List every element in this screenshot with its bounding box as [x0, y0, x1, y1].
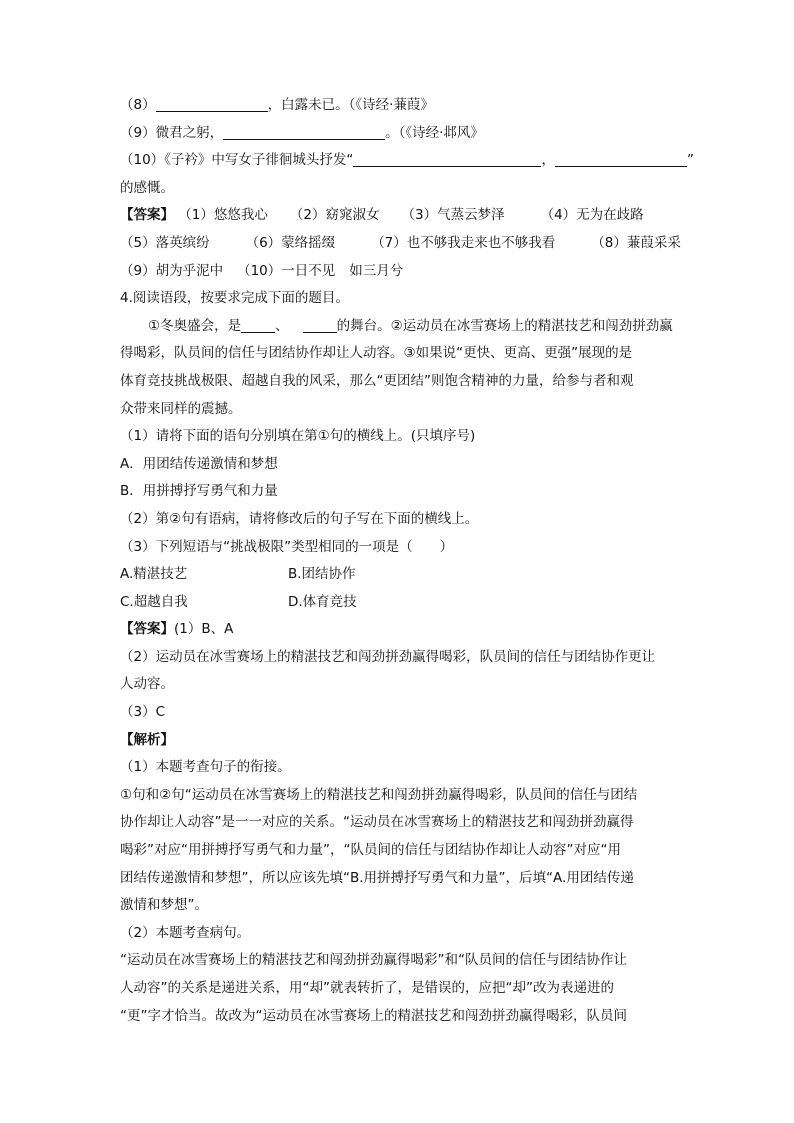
question-text: ” [686, 152, 694, 169]
answer-blank [353, 151, 541, 167]
answer-item: （9）胡为乎泥中 [120, 262, 224, 279]
choices-row-1 [120, 561, 680, 589]
answer-item: （4）无为在歧路 [540, 207, 644, 224]
answer-text: (1）B、A [174, 621, 234, 638]
choice-d: D.体育竞技 [288, 593, 357, 610]
answer-item: （10）一日不见 [237, 262, 336, 279]
answer-item: （6）蒙络摇缀 [245, 234, 336, 251]
passage-line: 众带来同样的震撼。 [120, 400, 242, 417]
passage-text: 的舞台。②运动员在冰雪赛场上的精湛技艺和闯劲拼劲赢 [336, 317, 673, 334]
analysis-line: ①句和②句“运动员在冰雪赛场上的精湛技艺和闯劲拼劲赢得喝彩，队员间的信任与团结 [120, 786, 638, 803]
question-10 [120, 147, 694, 175]
answer-block-3-line2 [120, 230, 680, 258]
answer-block-3 [120, 202, 680, 230]
question-text: ， [541, 152, 555, 169]
sub-question-2: （2）第②句有语病，请将修改后的句子写在下面的横线上。 [120, 510, 479, 527]
answer-block-3-line3 [120, 258, 680, 286]
analysis-line: 协作却让人动容”是一一对应的关系。“运动员在冰雪赛场上的精湛技艺和闯劲拼劲赢得 [120, 814, 634, 831]
answer-label: 【答案】 [120, 207, 174, 224]
choices-row-2 [120, 589, 680, 617]
answer-item: （2）窈窕淑女 [289, 207, 380, 224]
choice-a: A.精湛技艺 [120, 566, 188, 583]
answer-blank [223, 124, 385, 140]
answer-item: 如三月兮 [349, 262, 404, 279]
question-number: （10） [120, 152, 165, 169]
passage-blank [241, 317, 275, 333]
choice-c: C.超越自我 [120, 593, 188, 610]
analysis-line: “运动员在冰雪赛场上的精湛技艺和闯劲拼劲赢得喝彩”和“队员间的信任与团结协作让 [120, 952, 627, 969]
question-number: （8） [120, 97, 156, 113]
answer-block-4 [120, 616, 680, 644]
document-page [120, 92, 694, 1030]
analysis-line: （1）本题考查句子的衔接。 [120, 759, 291, 776]
passage-text: ①冬奥盛会，是 [148, 317, 242, 334]
question-text: 微君之躬， [155, 124, 224, 141]
question-9 [120, 120, 680, 148]
question-10-cont: 的感慨。 [120, 179, 174, 196]
answer-line: 人动容。 [120, 676, 174, 693]
analysis-line: 激情和梦想”。 [120, 897, 208, 914]
sub-question-3: （3）下列短语与“挑战极限”类型相同的一项是（ ） [120, 538, 454, 555]
question-text: 。（《诗经·邶风》 [385, 124, 484, 141]
answer-line: （2）运动员在冰雪赛场上的精湛技艺和闯劲拼劲赢得喝彩，队员间的信任与团结协作更让 [120, 648, 656, 665]
analysis-line: （2）本题考查病句。 [120, 924, 251, 941]
passage-blank [303, 317, 337, 333]
analysis-line: “更”字才恰当。故改为“运动员在冰雪赛场上的精湛技艺和闯劲拼劲赢得喝彩，队员间 [120, 1007, 627, 1024]
sub-question-1: （1）请将下面的语句分别填在第①句的横线上。(只填序号) [120, 428, 476, 445]
passage-line: 得喝彩，队员间的信任与团结协作却让人动容。③如果说“更快、更高、更强”展现的是 [120, 345, 633, 362]
analysis-line: 人动容”的关系是递进关系，用“却”就表转折了，是错误的，应把“却”改为表递进的 [120, 980, 614, 996]
answer-blank [555, 151, 687, 167]
option-b: B．用拼搏抒写勇气和力量 [120, 483, 278, 500]
option-a: A．用团结传递激情和梦想 [120, 455, 278, 472]
answer-label: 【答案】 [120, 621, 174, 638]
question-text: 《子衿》中写女子徘徊城头抒发“ [164, 152, 354, 169]
answer-line: （3）C [120, 704, 166, 721]
passage-line-1 [120, 313, 680, 341]
analysis-label: 【解析】 [120, 731, 174, 748]
question-4-title: 4.阅读语段，按要求完成下面的题目。 [120, 290, 349, 307]
analysis-line: 喝彩”对应“用拼搏抒写勇气和力量”，“队员间的信任与团结协作却让人动容”对应“用 [120, 842, 621, 859]
answer-item: （8）蒹葭采采 [591, 234, 681, 251]
passage-text: 、 [275, 317, 289, 334]
answer-blank [156, 96, 268, 112]
answer-item: （5）落英缤纷 [120, 234, 210, 251]
question-text: ，白露未已。（《诗经·蒹葭》 [267, 97, 434, 113]
question-8 [120, 92, 680, 120]
answer-item: （7）也不够我走来也不够我看 [371, 234, 556, 251]
analysis-line: 团结传递激情和梦想”，所以应该先填“B.用拼搏抒写勇气和力量”，后填“A.用团结传递 [120, 869, 634, 886]
question-number: （9） [120, 124, 156, 141]
passage-line: 体育竞技挑战极限、超越自我的风采，那么“更团结”则饱含精神的力量，给参与者和观 [120, 372, 634, 389]
answer-item: （3）气蒸云梦泽 [401, 207, 505, 224]
answer-item: （1）悠悠我心 [178, 207, 268, 224]
choice-b: B.团结协作 [288, 566, 356, 583]
